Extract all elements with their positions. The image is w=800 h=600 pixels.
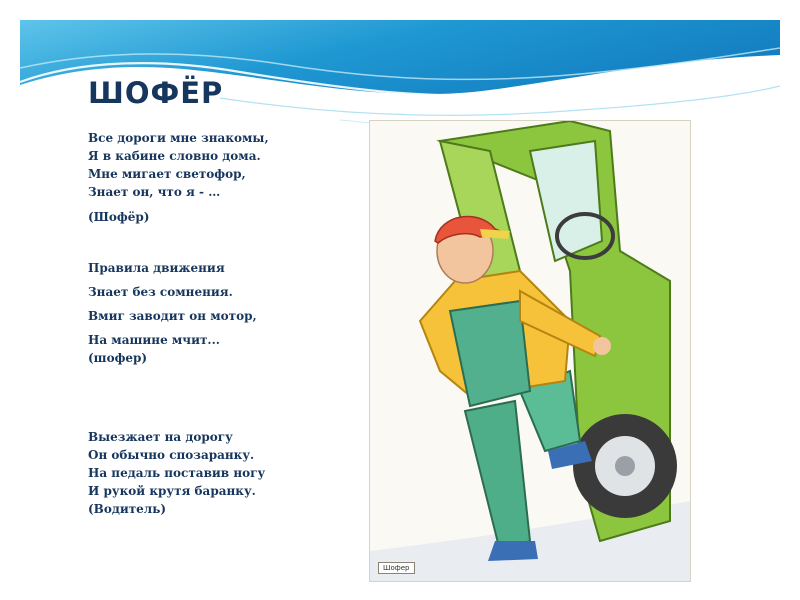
driver-illustration — [369, 120, 691, 582]
slide-title: ШОФЁР — [88, 76, 224, 110]
riddle-lines: Все дороги мне знакомы, Я в кабине словно дома. Мне мигает светофор, Знает он, что я - … — [88, 131, 269, 199]
riddle-text — [88, 129, 358, 201]
poem-line: Знает без сомнения. — [88, 285, 233, 299]
illustration-caption: Шофер — [378, 562, 415, 574]
verse-lines: Выезжает на дорогу Он обычно спозаранку. На педаль поставив ногу И рукой крутя баранку. (Водитель) — [88, 430, 266, 516]
verse-text — [88, 428, 358, 518]
riddle-answer-block — [88, 208, 358, 226]
riddle-answer: (Шофёр) — [88, 210, 150, 224]
poem-line: Правила движения — [88, 261, 225, 275]
poem-text — [88, 259, 358, 373]
poem-line: Вмиг заводит он мотор, — [88, 309, 257, 323]
poem-line: На машине мчит... (шофер) — [88, 333, 220, 365]
driver-icon — [370, 121, 690, 581]
